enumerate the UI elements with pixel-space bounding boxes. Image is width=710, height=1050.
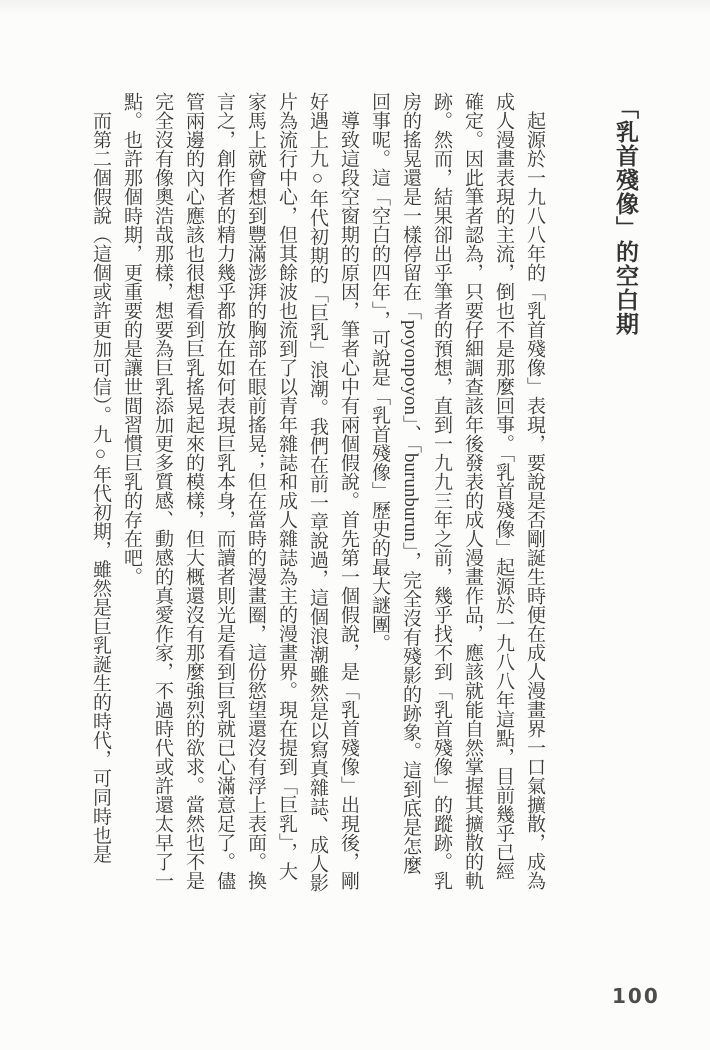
paragraph-1: 起源於一九八八年的「乳首殘像」表現，要說是否剛誕生時便在成人漫畫界一口氣擴散，成為成人漫畫表現的主流，倒也不是那麼回事。「乳首殘像」起源於一九八八年這點，目前幾乎已經確定。因此筆者認為，只要仔細調查該年後發表的成人漫畫作品，應該就能自然掌握其擴散的軌跡。然而，結果卻出乎筆者的預想，直到一九九三年之前，幾乎找不到「乳首殘像」的蹤跡。乳房的搖晃還是一樣停留在「poyonpoyon」、「burunburun」，完全沒有殘影的跡象。這到底是怎麼回事呢。這「空白的四年」，可說是「乳首殘像」歷史的最大謎團。 [369,92,545,890]
scan-shading [0,0,710,16]
body-text [85,92,550,892]
chapter-title: 「乳首殘像」的空白期 [613,96,638,336]
paragraph-3: 而第二個假說（這個或許更加可信）。九○年代初期，雖然是巨乳誕生的時代，可同時也是 [90,111,111,864]
paragraph-2: 導致這段空窗期的原因，筆者心中有兩個假說。首先第一個假說，是「乳首殘像」出現後，剛好遇上九○年代初期的「巨乳」浪潮。我們在前一章說過，這個浪潮雖然是以寫真雜誌、成人影片為流行中心，但其餘波也流到了以青年雜誌和成人雜誌為主的漫畫界。現在提到「巨乳」，大家馬上就會想到豐滿澎湃的胸部在眼前搖晃；但在當時的漫畫圈，這份慾望還沒有浮上表面。換言之，創作者的精力幾乎都放在如何表現巨乳本身，而讀者則光是看到巨乳就已心滿意足了。儘管兩邊的內心應該也很想看到巨乳搖晃起來的模樣，但大概還沒有那麼強烈的欲求。當然也不是完全沒有像奧浩哉那樣，想要為巨乳添加更多質感、動感的真愛作家，不過時代或許還太早了一點。也許那個時期，更重要的是讓世間習慣巨乳的存在吧。 [121,92,359,892]
page-number: 100 [612,984,660,1008]
